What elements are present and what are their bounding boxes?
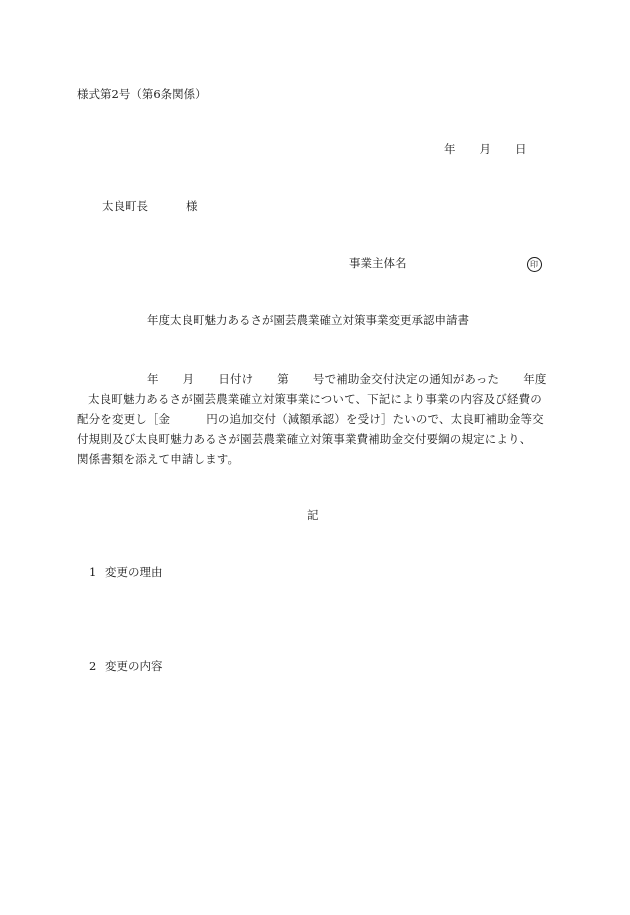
body-line-1: 年 月 日付け 第 号で補助金交付決定の通知があった 年度 [147, 372, 547, 386]
item-label: 変更の理由 [105, 565, 163, 579]
date-year-label: 年 [444, 142, 456, 156]
form-number: 様式第2号（第6条関係） [77, 87, 207, 101]
ki-heading: 記 [307, 508, 319, 522]
body-line-2: 太良町魅力あるさが園芸農業確立対策事業について、下記により事業の内容及び経費の [88, 392, 542, 406]
addressee-honorific: 様 [186, 199, 198, 213]
item-number: 1 [89, 565, 97, 579]
addressee-name: 太良町長 [102, 199, 148, 213]
addressee [102, 198, 198, 214]
date-line [444, 141, 527, 157]
body-text [77, 369, 552, 469]
body-line-5: 関係書類を添えて申請します。 [77, 452, 240, 466]
seal-mark: 印 [527, 257, 542, 272]
item-label: 変更の内容 [105, 659, 163, 673]
date-day-label: 日 [515, 142, 527, 156]
body-line-4: 付規則及び太良町魅力あるさが園芸農業確立対策事業費補助金交付要綱の規定により、 [77, 432, 532, 446]
date-month-label: 月 [479, 142, 491, 156]
item-change-content [89, 658, 163, 674]
item-number: 2 [89, 659, 97, 673]
applicant [349, 255, 542, 272]
document-title: 年度太良町魅力あるさが園芸農業確立対策事業変更承認申請書 [147, 313, 469, 327]
body-line-3: 配分を変更し［金 円の追加交付（減額承認）を受け］たいので、太良町補助金等交 [77, 412, 544, 426]
item-change-reason [89, 564, 163, 580]
applicant-label: 事業主体名 [349, 256, 407, 270]
